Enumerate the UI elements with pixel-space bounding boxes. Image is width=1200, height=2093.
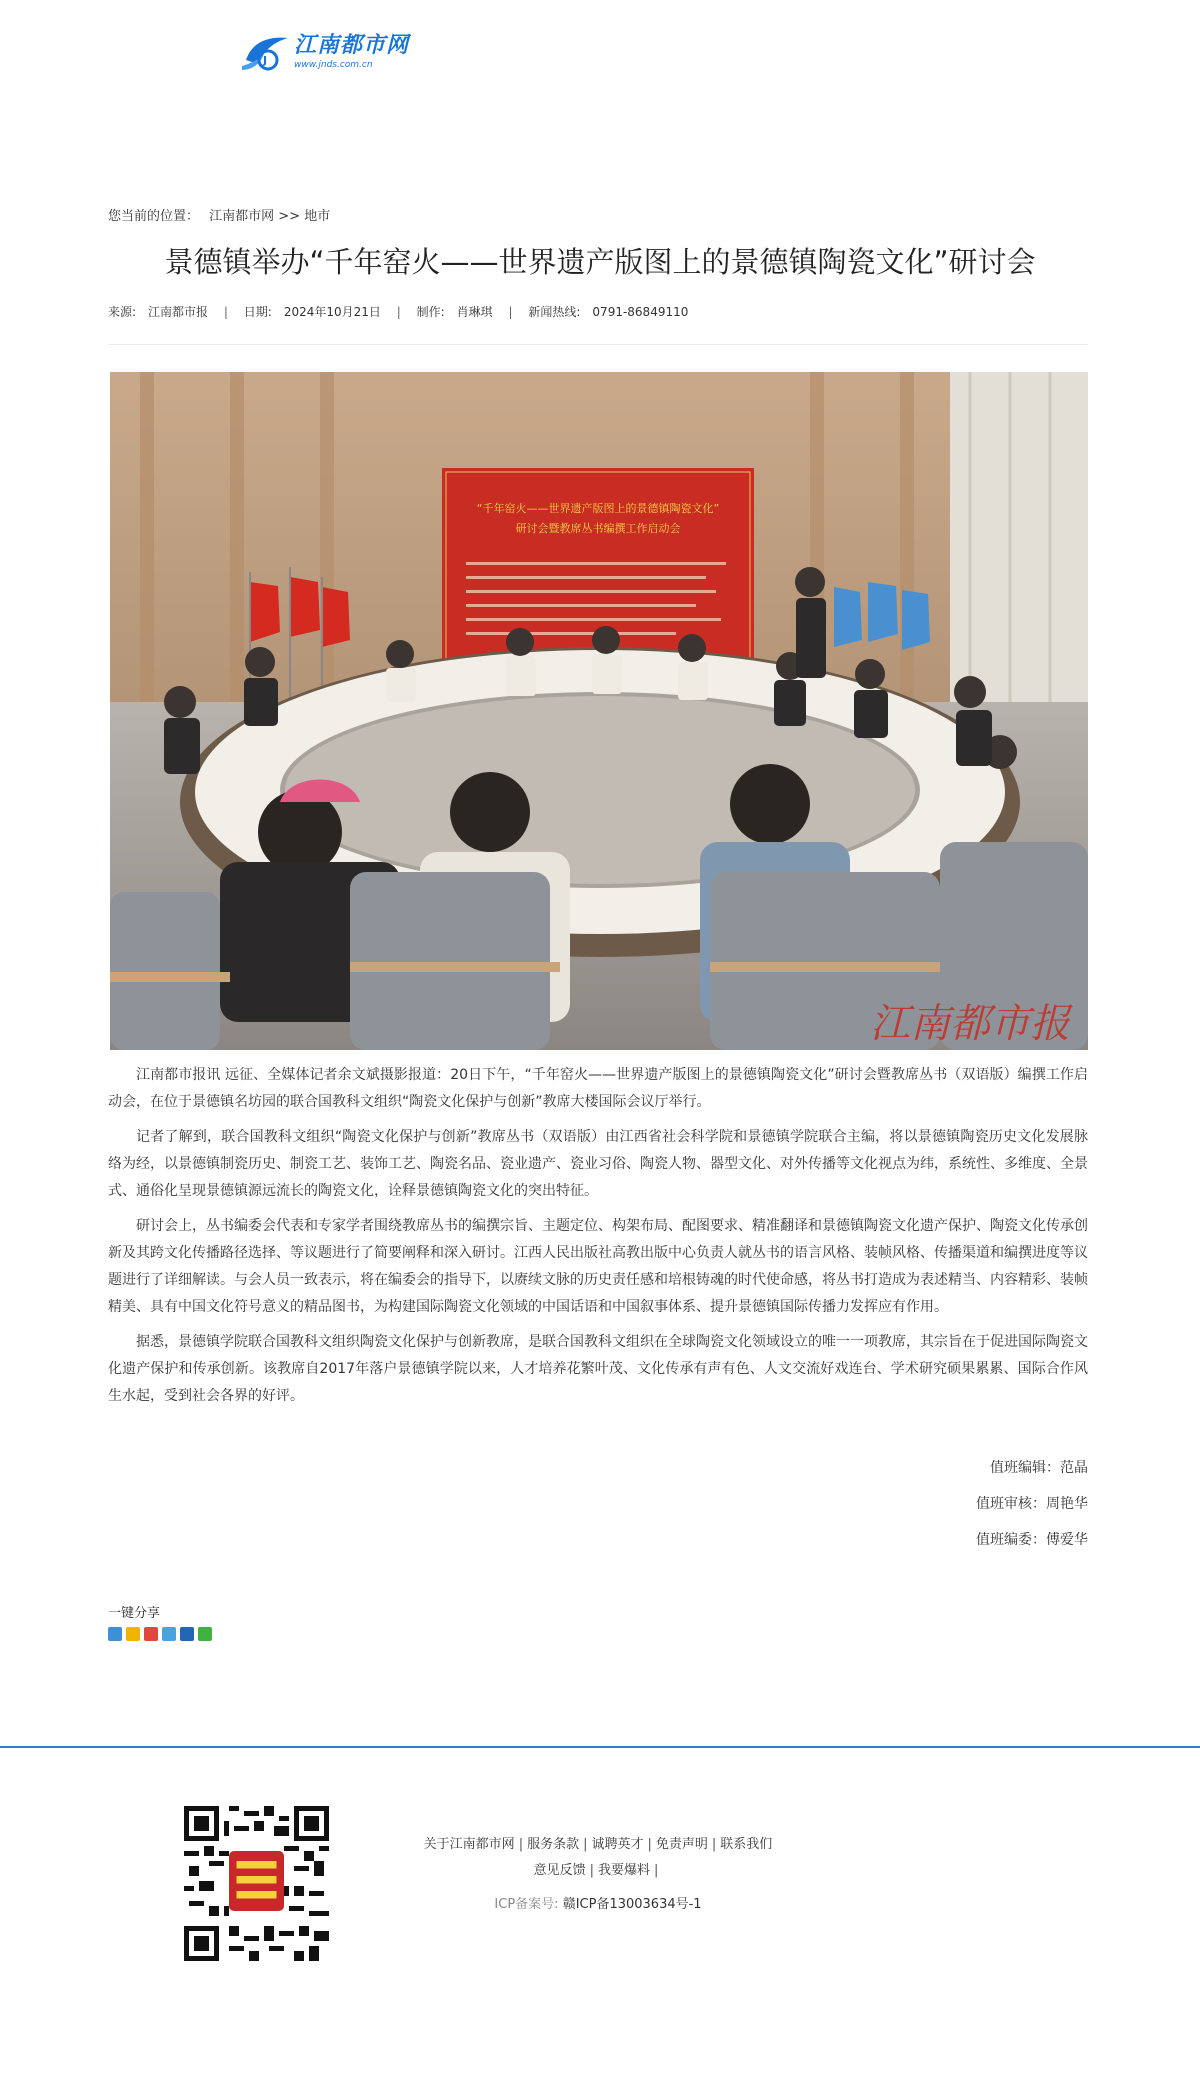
- weibo-icon[interactable]: [144, 1627, 158, 1641]
- article-body: [108, 1062, 1088, 1418]
- breadcrumb-prefix: 您当前的位置：: [108, 209, 200, 224]
- share-bar: [108, 1602, 212, 1641]
- source-label: 来源:: [108, 305, 137, 319]
- banner-title: “千年窑火——世界遗产版图上的景德镇陶瓷文化”: [476, 502, 720, 515]
- article-paragraph: 江南都市报讯 远征、全媒体记者余文斌摄影报道：20日下午，“千年窑火——世界遗产版图上的景德镇陶瓷文化”研讨会暨教席丛书（双语版）编撰工作启动会，在位于景德镇名坊园的联合国教科文组织“陶瓷文化保护与创新”教席大楼国际会议厅举行。: [108, 1067, 1088, 1110]
- article-paragraph: 据悉，景德镇学院联合国教科文组织陶瓷文化保护与创新教席，是联合国教科文组织在全球陶瓷文化领域设立的唯一一项教席，其宗旨在于促进国际陶瓷文化遗产保护和传承创新。该教席自2017年落户景德镇学院以来，人才培养花繁叶茂、文化传承有声有色、人文交流好戏连台、学术研究硕果累累、国际合作风生水起，受到社会各界的好评。: [108, 1334, 1088, 1404]
- article-paragraph: 研讨会上，丛书编委会代表和专家学者围绕教席丛书的编撰宗旨、主题定位、构架布局、配图要求、精准翻译和景德镇陶瓷文化遗产保护、陶瓷文化传承创新及其跨文化传播路径选择、等议题进行了简要阐释和深入研讨。江西人民出版社高教出版中心负责人就丛书的语言风格、装帧风格、传播渠道和编撰进度等议题进行了详细解读。与会人员一致表示，将在编委会的指导下，以赓续文脉的历史责任感和培根铸魂的时代使命感，将丛书打造成为表述精当、内容精彩、装帧精美、具有中国文化符号意义的精品图书，为构建国际陶瓷文化领域的中国话语和中国叙事体系、提升景德镇国际传播力发挥应有作用。: [108, 1218, 1088, 1315]
- footer-links: 关于江南都市网 | 服务条款 | 诚聘英才 | 免责声明 | 联系我们 意见反馈 | 我要爆料 | ICP备案号: 赣ICP备13003634号-1: [418, 1832, 778, 1918]
- icp-number[interactable]: 赣ICP备13003634号-1: [562, 1897, 702, 1912]
- share-label: 一键分享: [108, 1606, 161, 1621]
- svg-text:J: J: [263, 54, 268, 67]
- footer-link-feedback[interactable]: 意见反馈: [533, 1863, 586, 1878]
- footer-link-careers[interactable]: 诚聘英才: [591, 1837, 644, 1852]
- logo-url: www.jnds.com.cn: [294, 59, 373, 70]
- footer-divider: [0, 1746, 1200, 1748]
- icp-record: [418, 1892, 778, 1918]
- logo-name: 江南都市网: [294, 32, 410, 58]
- photo-watermark: 江南都市报: [870, 1001, 1070, 1047]
- qr-code-icon: [184, 1806, 329, 1961]
- source-value: 江南都市报: [148, 305, 209, 319]
- article-paragraph: 记者了解到，联合国教科文组织“陶瓷文化保护与创新”教席丛书（双语版）由江西省社会科学院和景德镇学院联合主编，将以景德镇陶瓷历史文化发展脉络为经，以景德镇制瓷历史、制瓷工艺、装饰工艺、陶瓷名品、瓷业遗产、瓷业习俗、陶瓷人物、器型文化、对外传播等文化视点为纬，系统性、多维度、全景式、通俗化呈现景德镇源远流长的陶瓷文化，诠释景德镇陶瓷文化的突出特征。: [108, 1129, 1088, 1199]
- producer-label: 制作:: [416, 305, 445, 319]
- footer-link-disclaimer[interactable]: 免责声明: [655, 1837, 708, 1852]
- breadcrumb: [108, 205, 330, 224]
- banner-subtitle: 研讨会暨教席丛书编撰工作启动会: [515, 522, 681, 535]
- date-label: 日期:: [243, 305, 272, 319]
- site-logo[interactable]: [238, 26, 438, 78]
- wechat-icon[interactable]: [198, 1627, 212, 1641]
- footer-link-about[interactable]: 关于江南都市网: [423, 1837, 515, 1852]
- footer-link-tipoff[interactable]: 我要爆料: [598, 1863, 651, 1878]
- hotline-value: 0791-86849110: [592, 305, 689, 319]
- hotline-label: 新闻热线:: [528, 305, 581, 319]
- qzone-icon[interactable]: [126, 1627, 140, 1641]
- duty-editor: 值班编辑：范晶: [990, 1460, 1088, 1476]
- article-title: 景德镇举办“千年窑火——世界遗产版图上的景德镇陶瓷文化”研讨会: [164, 245, 1036, 279]
- article-photo: [110, 372, 1088, 1050]
- logo-mark-icon: [238, 30, 292, 74]
- footer-link-terms[interactable]: 服务条款: [527, 1837, 580, 1852]
- breadcrumb-path[interactable]: 江南都市网 >> 地市: [209, 209, 331, 224]
- tencent-weibo-icon[interactable]: [162, 1627, 176, 1641]
- article-meta: 来源: 江南都市报 | 日期: 2024年10月21日 | 制作: 肖琳琪 | 新闻热线: 0791-86849110: [108, 305, 689, 319]
- duty-committee: 值班编委：傅爱华: [976, 1532, 1088, 1548]
- icp-label: ICP备案号:: [494, 1897, 559, 1912]
- producer-value: 肖琳琪: [456, 305, 493, 319]
- editor-credits: [108, 1455, 1088, 1563]
- footer-link-contact[interactable]: 联系我们: [720, 1837, 773, 1852]
- share-more-icon[interactable]: [108, 1627, 122, 1641]
- duty-reviewer: 值班审核：周艳华: [976, 1496, 1088, 1512]
- renren-icon[interactable]: [180, 1627, 194, 1641]
- date-value: 2024年10月21日: [283, 305, 381, 319]
- title-divider: [108, 344, 1088, 345]
